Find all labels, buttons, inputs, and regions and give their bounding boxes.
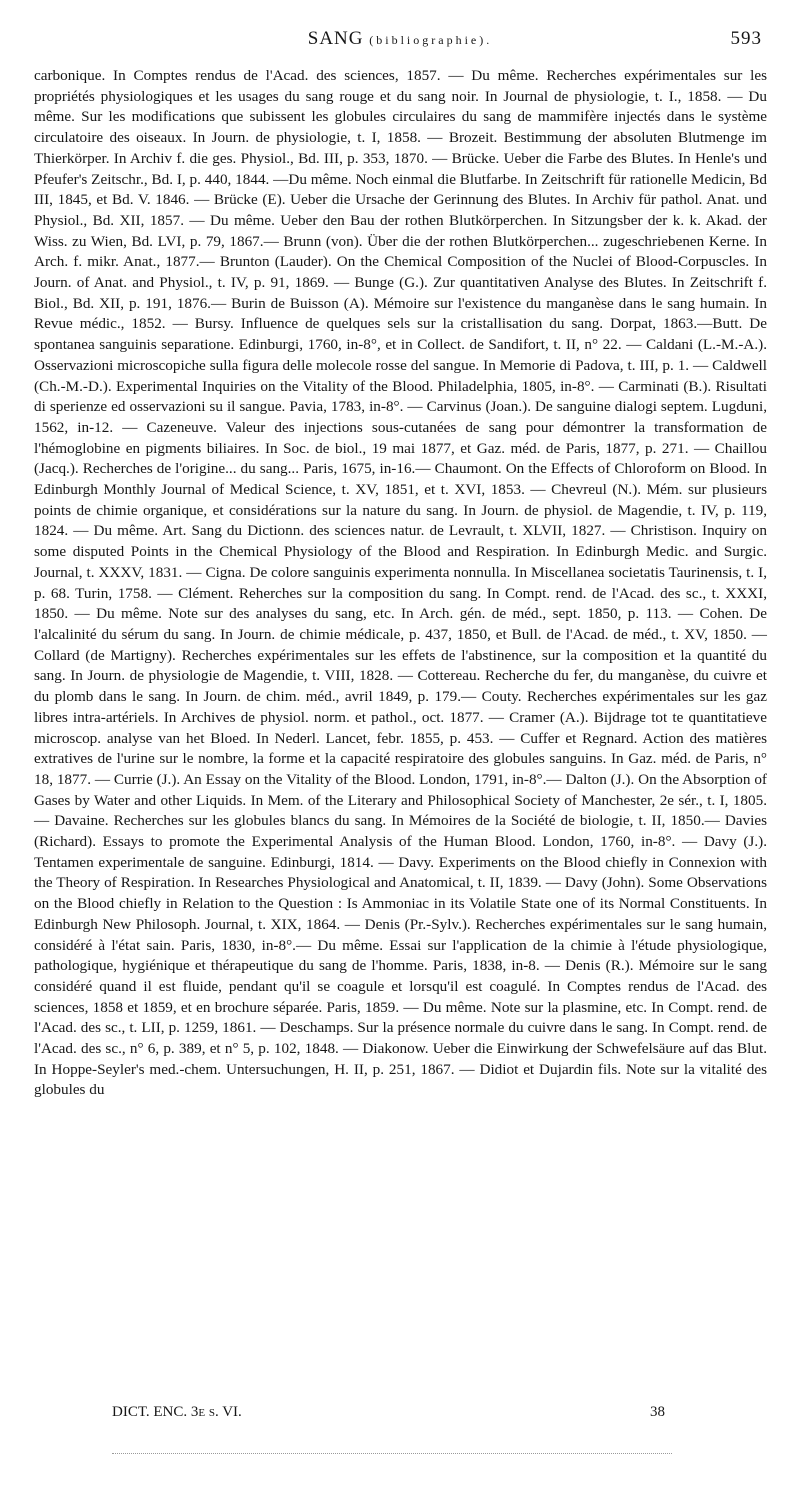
bibliography-paragraph: carbonique. In Comptes rendus de l'Acad. des sciences, 1857. — Du même. Recherches expérimentales sur les propriétés physiologiques et les usages du sang rouge et du sang noir. In Journal de physiologie, t. I., 1858. — Du même. Sur les modifications que subissent les globules circulaires du sang de mammifère injectés dans le système circulatoire des oiseaux. In Journ. de physiologie, t. I, 1858. — Brozeit. Bestimmung der absoluten Blutmenge im Thierkörper. In Archiv f. die ges. Physiol., Bd. III, p. 353, 1870. — Brücke. Ueber die Farbe des Blutes. In Henle's und Pfeufer's Zeitschr., Bd. I, p. 440, 1844. —Du même. Noch einmal die Blutfarbe. In Zeitschrift für rationelle Medicin, Bd III, 1845, et Bd. V. 1846. — Brücke (E). Ueber die Ursache der Gerinnung des Blutes. In Archiv für pathol. Anat. und Physiol., Bd. XII, 1857. — Du même. Ueber den Bau der rothen Blutkörperchen. In Sitzungsber der k. k. Akad. der Wiss. zu Wien, Bd. LVI, p. 79, 1867.— Brunn (von). Über die der rothen Blutkörperchen... zugeschriebenen Kerne. In Arch. f. mikr. Anat., 1877.— Brunton (Lauder). On the Chemical Composition of the Nuclei of Blood-Corpuscles. In Journ. of Anat. and Physiol., t. IV, p. 91, 1869. — Bunge (G.). Zur quantitativen Analyse des Blutes. In Zeitschrift f. Biol., Bd. XII, p. 191, 1876.— Burin de Buisson (A). Mémoire sur l'existence du manganèse dans le sang humain. In Revue médic., 1852. — Bursy. Influence de quelques sels sur la cristallisation du sang. Dorpat, 1863.—Butt. De spontanea sanguinis separatione. Edinburgi, 1760, in-8°, et in Collect. de Sandifort, t. II, n° 22. — Caldani (L.-M.-A.). Osservazioni microscopiche sulla figura delle molecole rosse del sangue. In Memorie di Padova, t. III, p. 1. — Caldwell (Ch.-M.-D.). Experimental Inquiries on the Vitality of the Blood. Philadelphia, 1805, in-8°. — Carminati (B.). Risultati di sperienze ed osservazioni su il sangue. Pavia, 1783, in-8°. — Carvinus (Joan.). De sanguine dialogi septem. Lugduni, 1562, in-12. — Cazeneuve. Valeur des injections sous-cutanées de sang pour démontrer la transformation de l'hémoglobine en pigments biliaires. In Soc. de biol., 19 mai 1877, et Gaz. méd. de Paris, 1877, p. 271. — Chaillou (Jacq.). Recherches de l'origine... du sang... Paris, 1675, in-16.— Chaumont. On the Effects of Chloroform on Blood. In Edinburgh Monthly Journal of Medical Science, t. XV, 1851, et t. XVI, 1853. — Chevreul (N.). Mém. sur plusieurs points de chimie organique, et considérations sur la nature du sang. In Journ. de physiol. de Magendie, t. IV, p. 119, 1824. — Du même. Art. Sang du Dictionn. des sciences natur. de Levrault, t. XLVII, 1827. — Christison. Inquiry on some disputed Points in the Chemical Physiology of the Blood and Respiration. In Edinburgh Medic. and Surgic. Journal, t. XXXV, 1831. — Cigna. De colore sanguinis experimenta nonnulla. In Miscellanea societatis Taurinensis, t. I, p. 68. Turin, 1758. — Clément. Reherches sur la composition du sang. In Compt. rend. de l'Acad. des sc., t. XXXI, 1850. — Du même. Note sur des analyses du sang, etc. In Arch. gén. de méd., sept. 1850, p. 113. — Cohen. De l'alcalinité du sérum du sang. In Journ. de chimie médicale, p. 437, 1850, et Bull. de l'Acad. de méd., t. XV, 1850. — Collard (de Martigny). Recherches expérimentales sur les effets de l'abstinence, sur la composition et la quantité du sang. In Journ. de physiologie de Magendie, t. VIII, 1828. — Cottereau. Recherche du fer, du manganèse, du cuivre et du plomb dans le sang. In Journ. de chim. méd., avril 1849, p. 179.— Couty. Recherches expérimentales sur les gaz libres intra-artériels. In Archives de physiol. norm. et pathol., oct. 1877. — Cramer (A.). Bijdrage tot te quantitatieve microscop. analyse van het Bloed. In Nederl. Lancet, febr. 1855, p. 453. — Cuffer et Regnard. Action des matières extratives de l'urine sur le nombre, la forme et la capacité respiratoire des globules sanguins. In Gaz. méd. de Paris, n° 18, 1877. — Currie (J.). An Essay on the Vitality of the Blood. London, 1791, in-8°.— Dalton (J.). On the Absorption of Gases by Water and other Liquids. In Mem. of the Literary and Philosophical Society of Manchester, 2e sér., t. I, 1805.— Davaine. Recherches sur les globules blancs du sang. In Mémoires de la Société de biologie, t. II, 1850.— Davies (Richard). Essays to promote the Experimental Analysis of the Human Blood. London, 1760, in-8°. — Davy (J.). Tentamen experimentale de sanguine. Edinburgi, 1814. — Davy. Experiments on the Blood chiefly in Connexion with the Theory of Respiration. In Researches Physiological and Anatomical, t. II, 1839. — Davy (John). Some Observations on the Blood chiefly in Relation to the Question : Is Ammoniac in its Volatile State one of its Normal Constituents. In Edinburgh New Philosoph. Journal, t. XIX, 1864. — Denis (Pr.-Sylv.). Recherches expérimentales sur le sang humain, considéré à l'état sain. Paris, 1830, in-8°.— Du même. Essai sur l'application de la chimie à l'étude physiologique, pathologique, hygiénique et thérapeutique du sang de l'homme. Paris, 1838, in-8. — Denis (R.). Mémoire sur le sang considéré quand il est fluide, pendant qu'il se coagule et lorsqu'il est coagulé. In Comptes rendus de l'Acad. des sciences, 1858 et 1859, et en brochure séparée. Paris, 1859. — Du même. Note sur la plasmine, etc. In Compt. rend. de l'Acad. des sc., t. LII, p. 1259, 1861. — Deschamps. Sur la présence normale du cuivre dans le sang. In Compt. rend. de l'Acad. des sc., n° 6, p. 389, et n° 5, p. 102, 1848. — Diakonow. Ueber die Einwirkung der Schwefelsäure auf das Blut. In Hoppe-Seyler's med.-chem. Untersuchungen, H. II, p. 251, 1867. — Didiot et Dujardin fils. Note sur la vitalité des globules du — [34, 67, 767, 1099]
bibliography-text — [34, 66, 767, 1101]
running-title-subtitle: (bibliographie). — [369, 33, 493, 47]
printer-signature-line — [112, 1404, 665, 1426]
printer-signature: DICT. ENC. 3e s. VI. — [112, 1404, 242, 1420]
running-header — [34, 28, 766, 54]
bottom-dotted-rule — [112, 1453, 672, 1454]
signature-number: 38 — [650, 1404, 665, 1420]
page-number: 593 — [730, 28, 762, 49]
running-title-word: SANG — [307, 28, 364, 49]
running-title — [34, 28, 766, 50]
